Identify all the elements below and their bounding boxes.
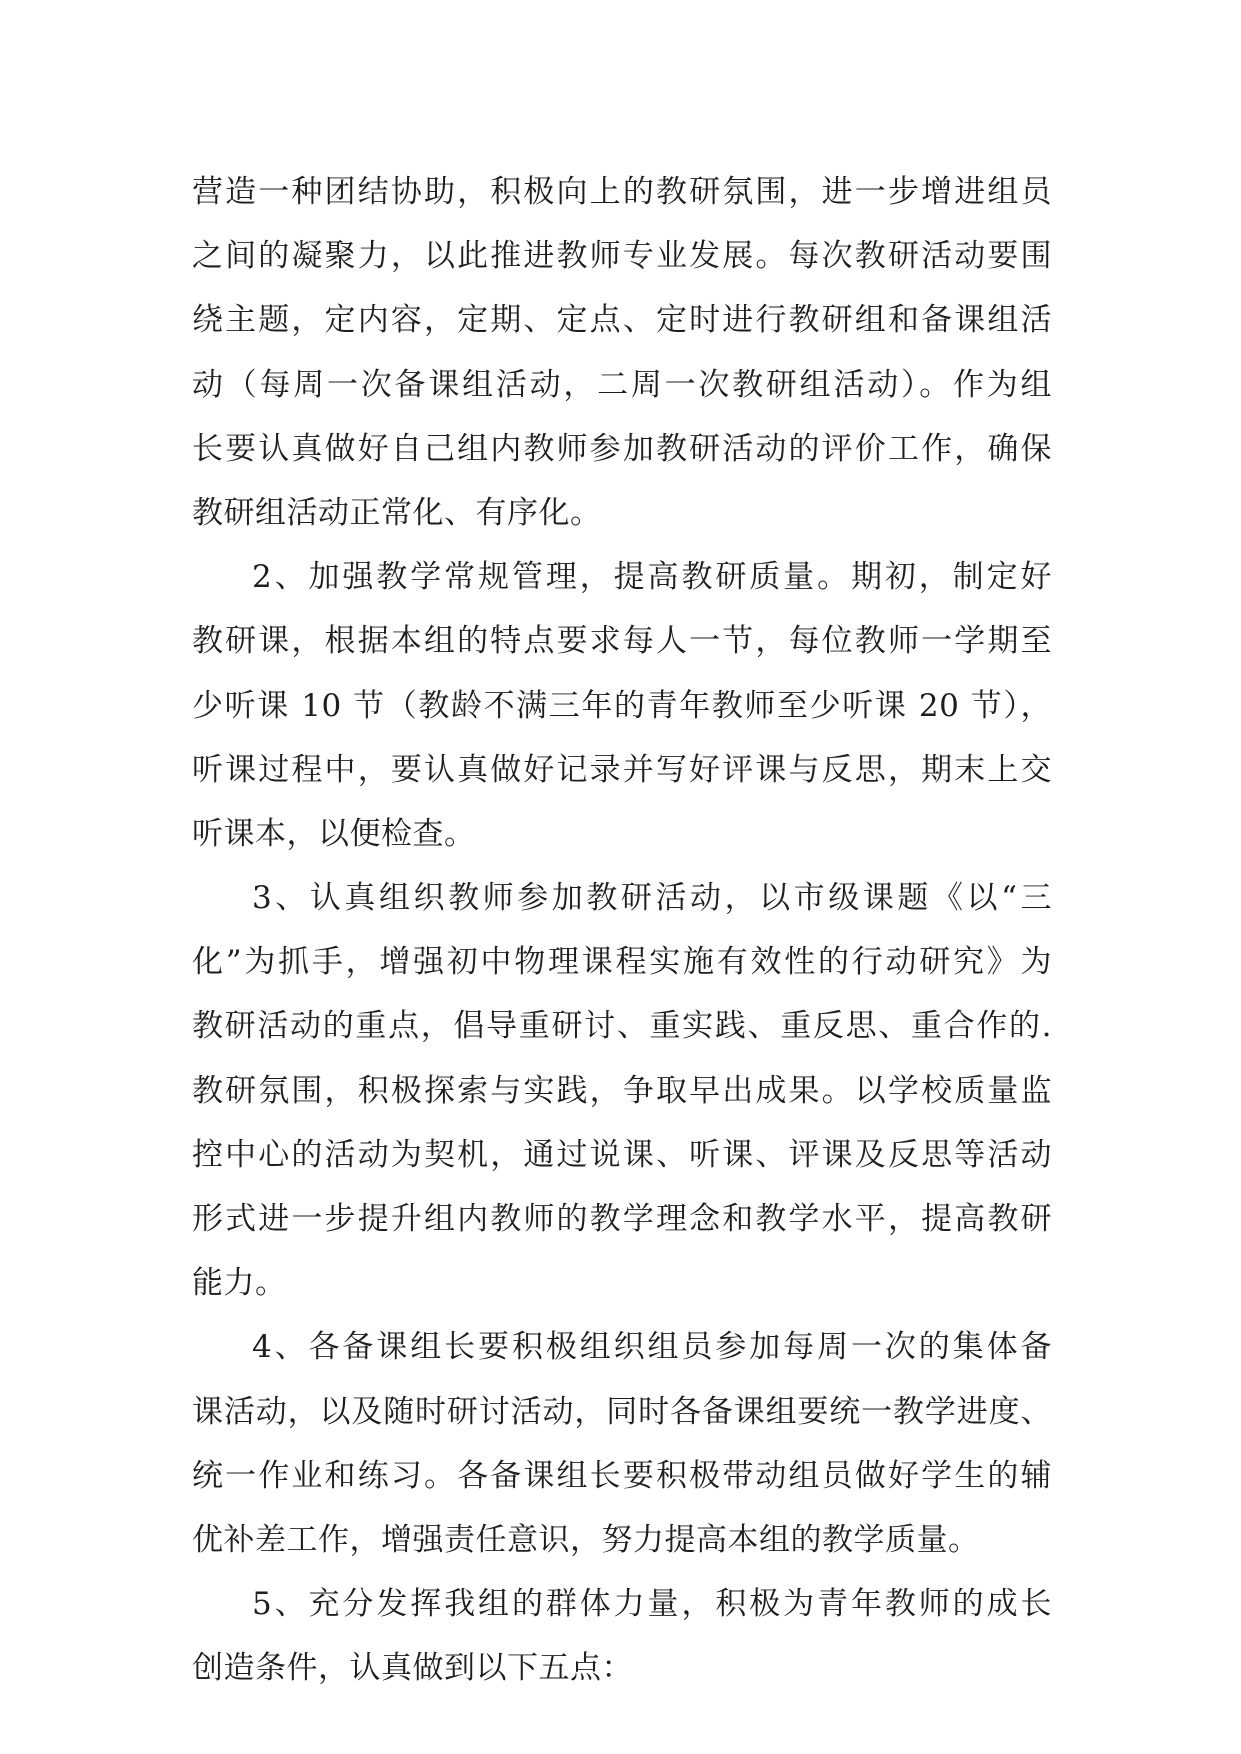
text-line: 2、加强教学常规管理，提高教研质量。期初，制定好 bbox=[252, 559, 1052, 596]
text-line: 营造一种团结协助，积极向上的教研氛围，进一步增进组员 bbox=[192, 174, 1052, 210]
text-line: 教研活动的重点，倡导重研讨、重实践、重反思、重合作的. bbox=[192, 1008, 1052, 1045]
text-line: 创造条件，认真做到以下五点： bbox=[192, 1650, 633, 1687]
text-line: 教研氛围，积极探索与实践，争取早出成果。以学校质量监 bbox=[192, 1072, 1052, 1109]
text-line: 课活动，以及随时研讨活动，同时各备课组要统一教学进度、 bbox=[192, 1393, 1052, 1430]
text-line: 听课过程中，要认真做好记录并写好评课与反思，期末上交 bbox=[192, 751, 1052, 788]
text-line: 5、充分发挥我组的群体力量，积极为青年教师的成长 bbox=[252, 1586, 1052, 1623]
text-line: 3、认真组织教师参加教研活动，以市级课题《以“三 bbox=[252, 880, 1052, 917]
text-line: 化”为抓手，增强初中物理课程实施有效性的行动研究》为 bbox=[192, 944, 1052, 981]
text-line: 长要认真做好自己组内教师参加教研活动的评价工作，确保 bbox=[192, 430, 1052, 467]
text-line: 形式进一步提升组内教师的教学理念和教学水平，提高教研 bbox=[192, 1201, 1052, 1237]
body-text bbox=[192, 160, 1052, 1701]
text-line: 4、各备课组长要积极组织组员参加每周一次的集体备 bbox=[252, 1329, 1052, 1366]
text-line: 教研课，根据本组的特点要求每人一节，每位教师一学期至 bbox=[192, 623, 1052, 660]
text-line: 教研组活动正常化、有序化。 bbox=[192, 494, 602, 531]
text-line: 优补差工作，增强责任意识，努力提高本组的教学质量。 bbox=[192, 1521, 980, 1558]
text-line: 听课本，以便检查。 bbox=[192, 815, 476, 852]
text-line: 少听课 10 节（教龄不满三年的青年教师至少听课 20 节）， bbox=[192, 687, 1052, 724]
text-line: 绕主题，定内容，定期、定点、定时进行教研组和备课组活 bbox=[192, 302, 1052, 339]
text-line: 统一作业和练习。各备课组长要积极带动组员做好学生的辅 bbox=[192, 1457, 1052, 1494]
text-line: 之间的凝聚力，以此推进教师专业发展。每次教研活动要围 bbox=[192, 238, 1052, 275]
text-line: 能力。 bbox=[192, 1265, 287, 1302]
text-line: 控中心的活动为契机，通过说课、听课、评课及反思等活动 bbox=[192, 1136, 1052, 1173]
text-line: 动（每周一次备课组活动，二周一次教研组活动）。作为组 bbox=[192, 366, 1052, 403]
